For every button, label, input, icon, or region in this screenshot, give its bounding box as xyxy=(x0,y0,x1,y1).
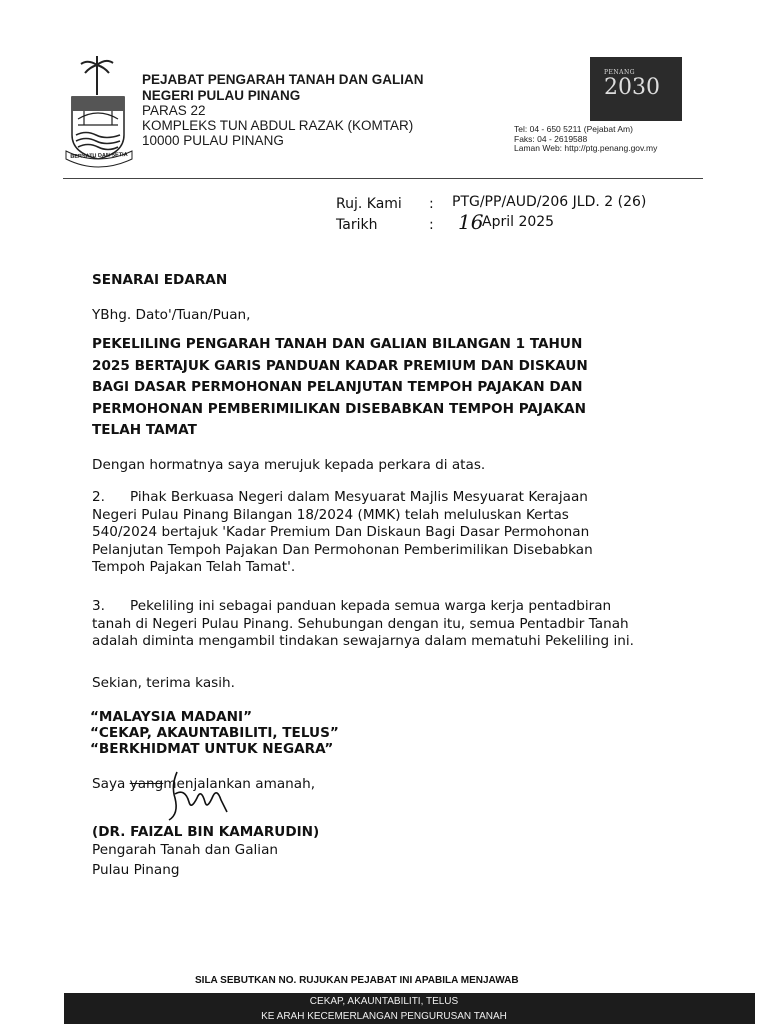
paragraph-2-line-5: Tempoh Pajakan Telah Tamat'. xyxy=(92,559,296,575)
date-month-year: April 2025 xyxy=(482,214,555,230)
closing-line: Sekian, terima kasih. xyxy=(92,675,235,691)
reference-value: PTG/PP/AUD/206 JLD. 2 (26) xyxy=(452,194,647,210)
subject-line-4: PERMOHONAN PEMBERIMILIKAN DISEBABKAN TEMPOH PAJAKAN xyxy=(92,400,586,417)
subject-line-1: PEKELILING PENGARAH TANAH DAN GALIAN BILANGAN 1 TAHUN xyxy=(92,336,583,352)
paragraph-3 xyxy=(92,598,688,651)
contact-details xyxy=(514,125,657,154)
signer-title: Pengarah Tanah dan Galian xyxy=(92,842,279,858)
subject-line-5: TELAH TAMAT xyxy=(92,422,197,438)
paragraph-3-text-1: Pekeliling ini sebagai panduan kepada semua warga kerja pentadbiran xyxy=(130,598,612,614)
paragraph-3-number: 3. xyxy=(92,598,105,614)
state-crest-logo xyxy=(64,55,134,170)
address-line-2: KOMPLEKS TUN ABDUL RAZAK (KOMTAR) xyxy=(142,118,414,133)
paragraph-3-line-3: adalah diminta mengambil tindakan sewajarnya dalam mematuhi Pekeliling ini. xyxy=(92,633,634,649)
paragraph-2-line-3: 540/2024 bertajuk 'Kadar Premium Dan Diskaun Bagi Dasar Permohonan xyxy=(92,524,590,540)
paragraph-3-line-2: tanah di Negeri Pulau Pinang. Sehubungan dengan itu, semua Pentadbir Tanah xyxy=(92,615,629,632)
paragraph-2 xyxy=(92,489,688,577)
office-name-line-2: NEGERI PULAU PINANG xyxy=(142,88,301,103)
address-line-3: 10000 PULAU PINANG xyxy=(142,133,284,148)
date-label: Tarikh xyxy=(336,217,378,233)
footer-band-line-1: CEKAP, AKAUNTABILITI, TELUS xyxy=(309,996,459,1007)
subject-line-2: 2025 BERTAJUK GARIS PANDUAN KADAR PREMIUM DAN DISKAUN xyxy=(92,357,588,374)
date-colon: : xyxy=(429,217,434,233)
paragraph-2-line-4: Pelanjutan Tempoh Pajakan Dan Permohonan Pemberimilikan Disebabkan xyxy=(92,541,593,558)
reference-label: Ruj. Kami xyxy=(336,196,402,212)
signer-name: (DR. FAIZAL BIN KAMARUDIN) xyxy=(92,824,320,840)
office-address xyxy=(142,103,413,148)
office-name-line-1: PEJABAT PENGARAH TANAH DAN GALIAN xyxy=(142,72,424,87)
subject-heading xyxy=(92,334,688,442)
slogan-3: “BERKHIDMAT UNTUK NEGARA” xyxy=(90,741,334,757)
logo-small-text: PENANG xyxy=(604,69,636,76)
paragraph-2-number: 2. xyxy=(92,489,105,505)
paragraph-2-text-1: Pihak Berkuasa Negeri dalam Mesyuarat Majlis Mesyuarat Kerajaan xyxy=(130,489,588,505)
contact-fax: Faks: 04 - 2619588 xyxy=(514,133,588,144)
signer-place: Pulau Pinang xyxy=(92,862,180,878)
trust-struck-word: yang xyxy=(129,776,164,792)
contact-web: Laman Web: http://ptg.penang.gov.my xyxy=(514,143,658,153)
paragraph-2-line-1 xyxy=(92,489,688,507)
footer-band-line-2: KE ARAH KECEMERLANGAN PENGURUSAN TANAH xyxy=(261,1011,507,1022)
intro-paragraph: Dengan hormatnya saya merujuk kepada perkara di atas. xyxy=(92,457,486,473)
contact-tel: Tel: 04 - 650 5211 (Pejabat Am) xyxy=(514,124,633,134)
handwritten-signature xyxy=(155,768,245,828)
reference-colon: : xyxy=(429,196,434,212)
logo-big-text: 2030 xyxy=(604,75,660,100)
slogan-1: “MALAYSIA MADANI” xyxy=(90,709,253,725)
date-day-handwritten: 16 xyxy=(458,210,484,234)
address-line-1: PARAS 22 xyxy=(142,103,206,118)
header-divider xyxy=(63,178,703,179)
distribution-heading: SENARAI EDARAN xyxy=(92,272,228,288)
paragraph-3-line-1 xyxy=(92,598,688,616)
trust-text-1: Saya xyxy=(92,776,126,792)
footer-reference-note: SILA SEBUTKAN NO. RUJUKAN PEJABAT INI APABILA MENJAWAB xyxy=(195,975,519,986)
paragraph-2-line-2: Negeri Pulau Pinang Bilangan 18/2024 (MMK) telah meluluskan Kertas xyxy=(92,506,569,523)
penang-2030-logo xyxy=(590,57,682,121)
crest-motto-text: BERSATU DAN SETIA xyxy=(70,152,128,160)
office-name xyxy=(142,72,424,104)
subject-line-3: BAGI DASAR PERMOHONAN PELANJUTAN TEMPOH PAJAKAN DAN xyxy=(92,379,583,395)
salutation: YBhg. Dato'/Tuan/Puan, xyxy=(92,307,251,323)
trust-text-2: menjalankan amanah, xyxy=(163,776,316,792)
slogan-2: “CEKAP, AKAUNTABILITI, TELUS” xyxy=(90,725,339,741)
